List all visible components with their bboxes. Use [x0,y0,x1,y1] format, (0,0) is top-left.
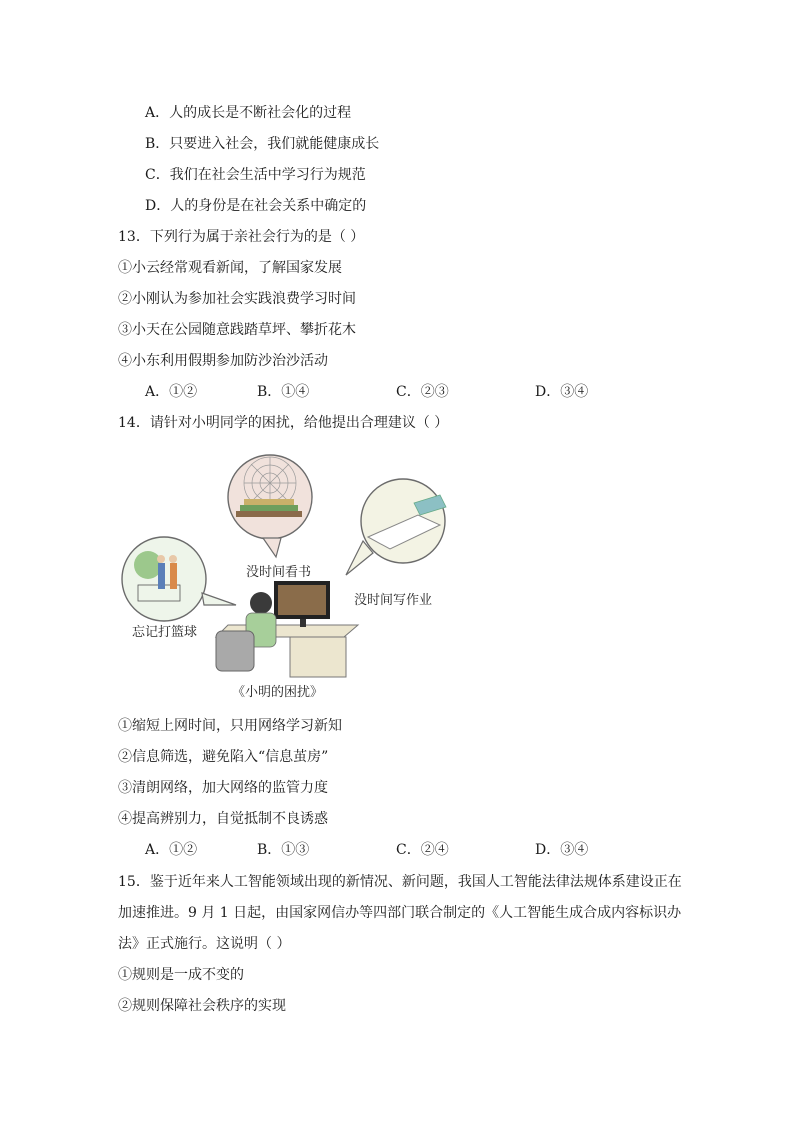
boy-head-icon [169,555,177,563]
q14-choice-d: D．③④ [535,842,589,858]
q13-item-3: ③小天在公园随意践踏草坪、攀折花木 [118,322,356,338]
q14-choice-c: C．②④ [396,842,449,858]
q14-item-3: ③清朗网络，加大网络的监管力度 [118,780,328,796]
boy-icon [158,563,165,589]
q12-option-a: A．人的成长是不断社会化的过程 [145,105,352,121]
q15-item-2: ②规则保障社会秩序的实现 [118,998,286,1014]
book-icon [244,499,294,505]
figure-caption: 《小明的困扰》 [232,685,324,700]
book-icon [240,505,298,511]
q15-item-1: ①规则是一成不变的 [118,967,244,983]
q14-item-2: ②信息筛选，避免陷入“信息茧房” [118,749,329,765]
q14-stem: 14．请针对小明同学的困扰，给他提出合理建议（ ） [118,415,449,431]
q15-stem-line-2: 加速推进。9 月 1 日起，由国家网信办等四部门联合制定的《人工智能生成合成内容标识办 [118,905,682,921]
q12-option-c: C．我们在社会生活中学习行为规范 [145,167,366,183]
q15-stem-line-3: 法》正式施行。这说明（ ） [118,936,291,952]
books-bubble-tail [263,538,281,557]
monitor-stand-icon [300,619,306,627]
basketball-bubble-tail [202,593,236,605]
q15-stem-line-1: 15．鉴于近年来人工智能领域出现的新情况、新问题，我国人工智能法律法规体系建设正在 [118,874,682,890]
q13-choice-d: D．③④ [535,384,589,400]
q14-choice-b: B．①③ [257,842,310,858]
q13-item-1: ①小云经常观看新闻，了解国家发展 [118,260,342,276]
boy-icon [170,563,177,589]
chair-icon [216,631,254,671]
q12-option-d: D．人的身份是在社会关系中确定的 [145,198,367,214]
q12-option-b: B．只要进入社会，我们就能健康成长 [145,136,380,152]
q13-choice-b: B．①④ [257,384,310,400]
q13-item-4: ④小东利用假期参加防沙治沙活动 [118,353,328,369]
q14-item-4: ④提高辨别力，自觉抵制不良诱惑 [118,811,328,827]
boy-head-icon [157,555,165,563]
label-forgot-basketball: 忘记打篮球 [132,625,198,640]
q13-choice-a: A．①② [145,384,198,400]
q14-item-1: ①缩短上网时间，只用网络学习新知 [118,718,342,734]
label-no-time-books: 没时间看书 [246,565,312,580]
q14-illustration [118,445,458,707]
q14-choice-a: A．①② [145,842,198,858]
q13-choice-c: C．②③ [396,384,449,400]
boy-head-icon [250,592,272,614]
tree-icon [134,551,162,579]
q13-stem: 13．下列行为属于亲社会行为的是（ ） [118,229,365,245]
q13-item-2: ②小刚认为参加社会实践浪费学习时间 [118,291,356,307]
label-no-time-homework: 没时间写作业 [354,593,433,608]
monitor-screen-icon [278,585,326,615]
desk-cabinet-icon [290,637,346,677]
book-icon [236,511,302,517]
